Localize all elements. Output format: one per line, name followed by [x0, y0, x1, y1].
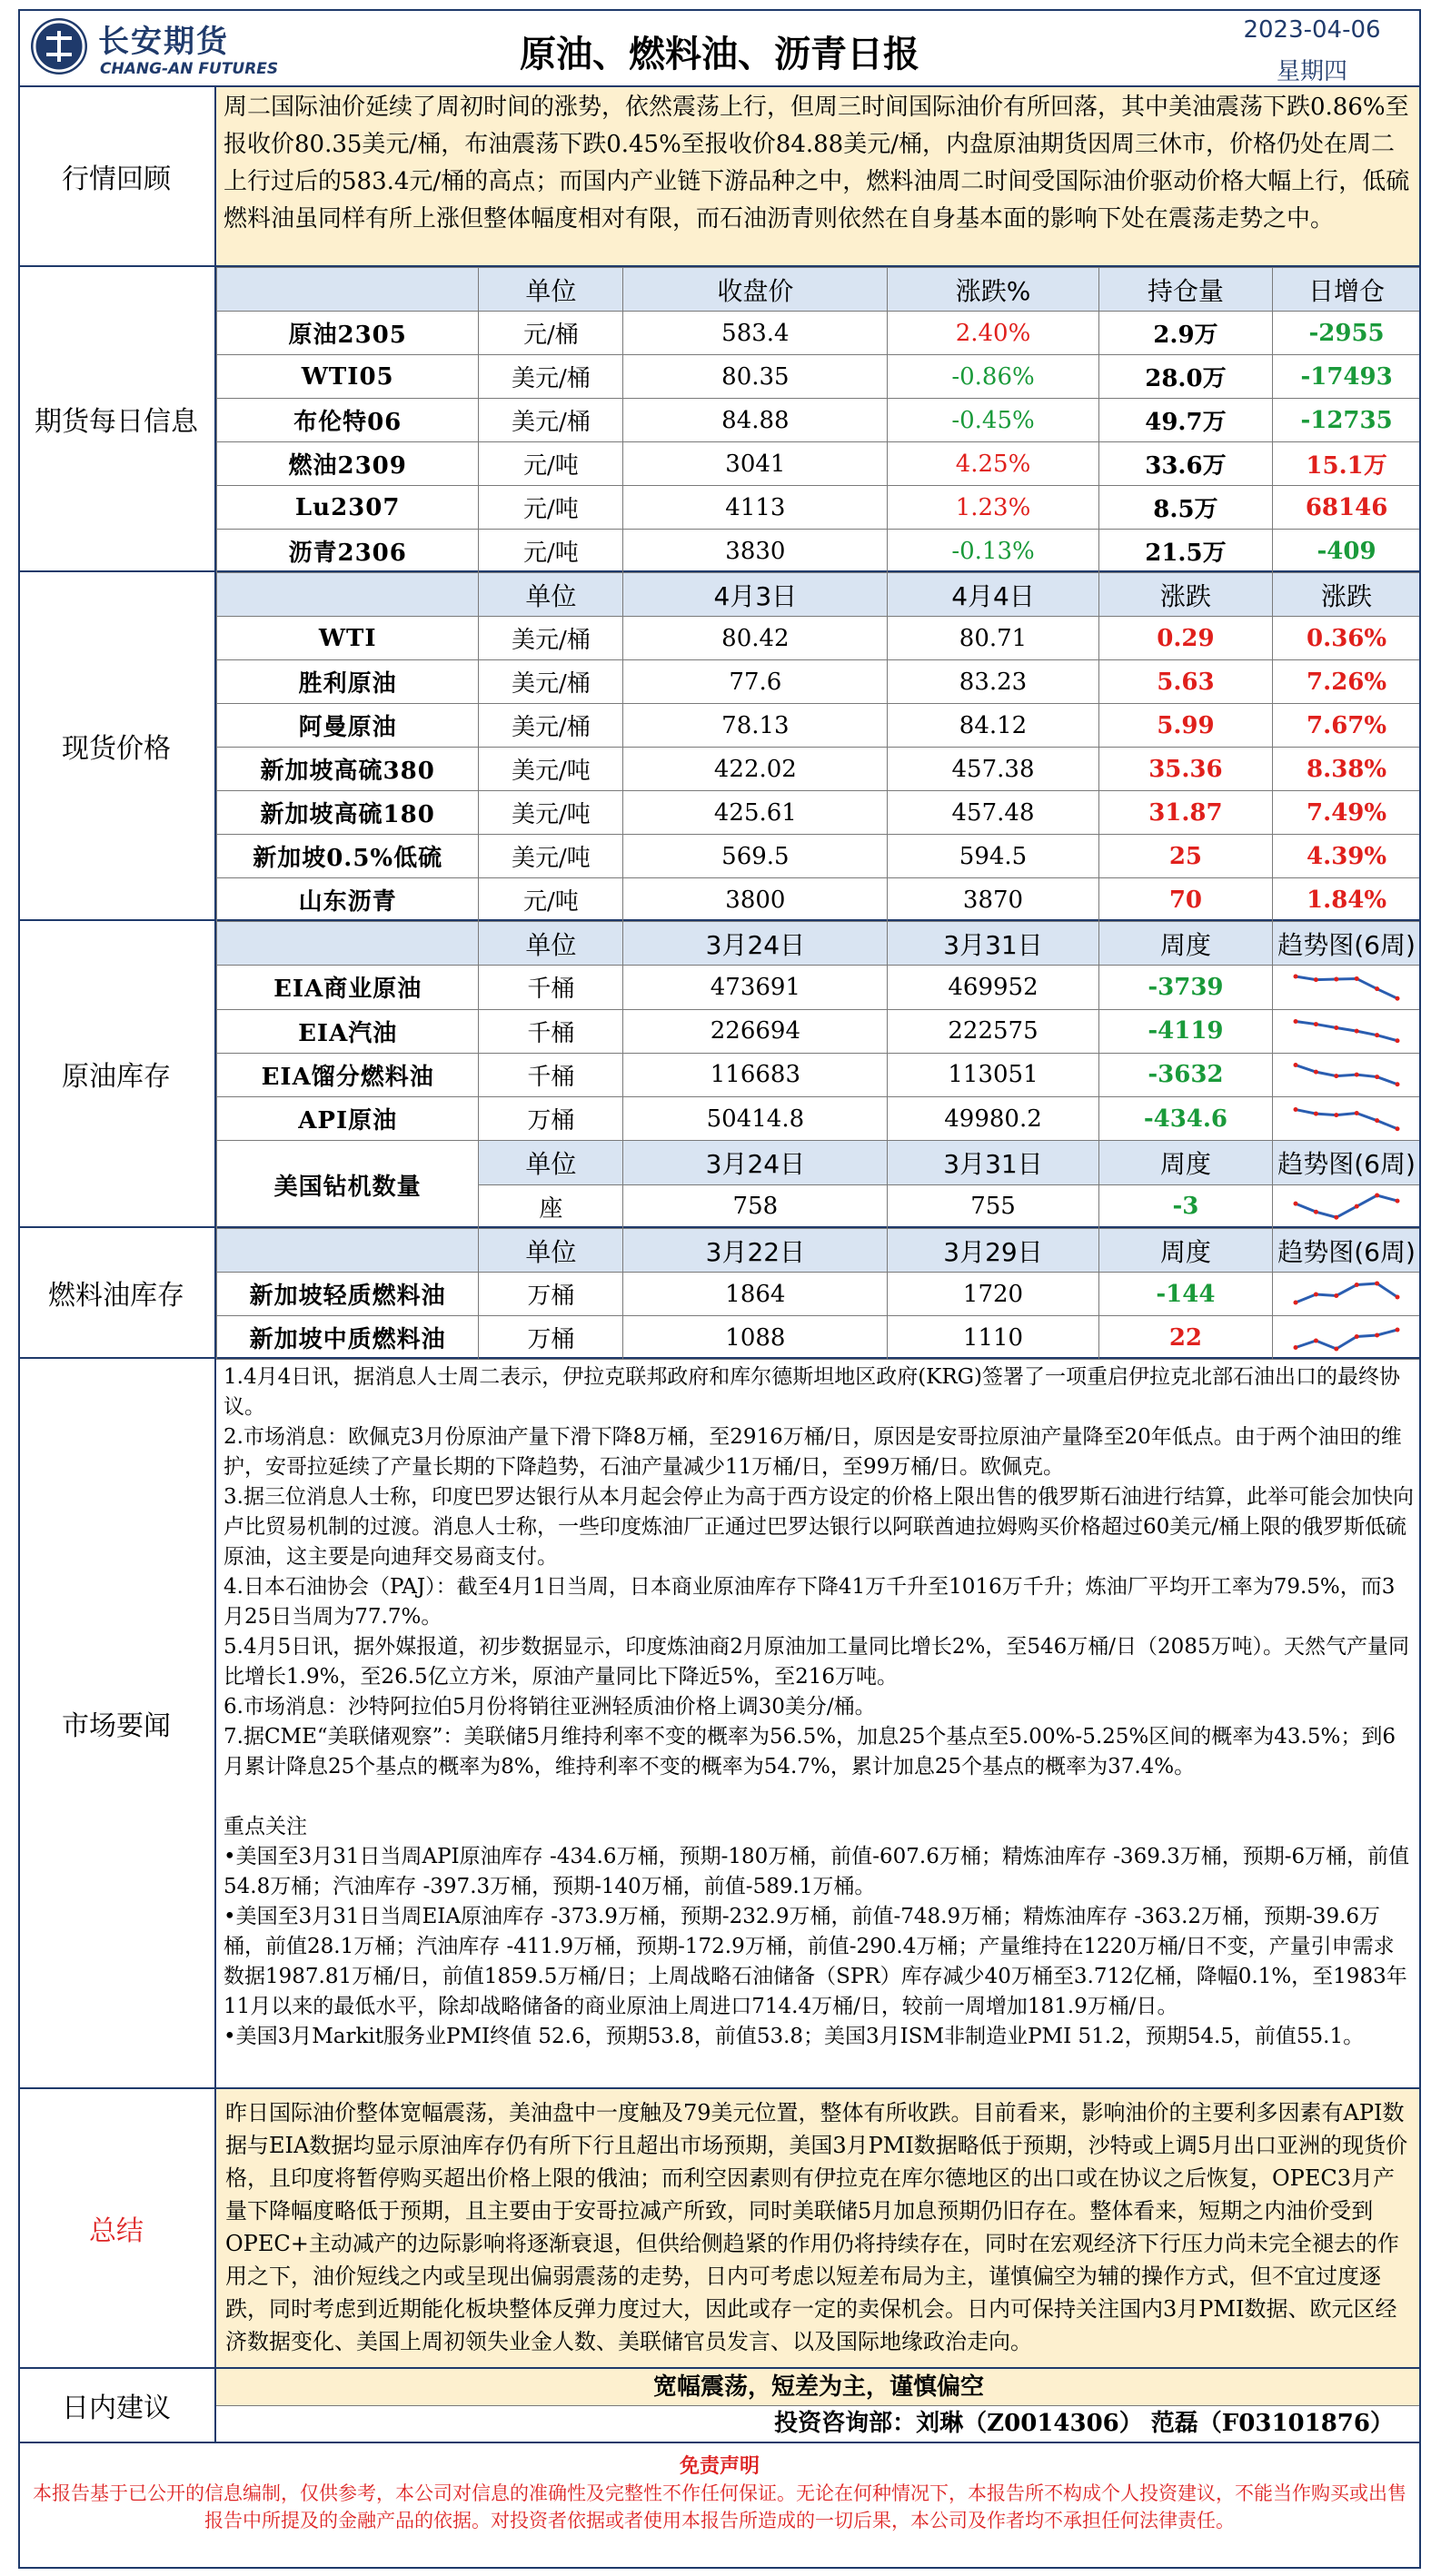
- change-abs: 35.36: [1098, 748, 1272, 791]
- daily-oi-change: 68146: [1273, 486, 1421, 530]
- advice-text: 宽幅震荡，短差为主，谨慎偏空: [216, 2369, 1421, 2406]
- contract-name: 原油2305: [217, 312, 479, 355]
- spot-name: 胜利原油: [217, 660, 479, 704]
- open-interest: 2.9万: [1098, 312, 1272, 355]
- price-day1: 569.5: [623, 835, 888, 878]
- change-abs: 25: [1098, 835, 1272, 878]
- news-item: 4.日本石油协会（PAJ）：截至4月1日当周，日本商业原油库存下降41万千升至1016万千升；炼油厂平均开工率为79.5%，而3月25日当周为77.7%。: [224, 1575, 1396, 1629]
- column-header: 单位: [479, 1229, 623, 1273]
- close-price: 583.4: [623, 312, 888, 355]
- open-interest: 8.5万: [1098, 486, 1272, 530]
- price-day2: 457.38: [888, 748, 1098, 791]
- change-pct: 2.40%: [888, 312, 1098, 355]
- value-week1: 1864: [623, 1273, 888, 1316]
- column-header: 4月4日: [888, 573, 1098, 617]
- inventory-name: 新加坡轻质燃料油: [217, 1273, 479, 1316]
- unit-cell: 元/吨: [479, 878, 623, 922]
- change-pct: 7.49%: [1273, 791, 1421, 835]
- column-header: 单位: [479, 268, 623, 312]
- price-day2: 83.23: [888, 660, 1098, 704]
- price-day2: 3870: [888, 878, 1098, 922]
- column-header: 收盘价: [623, 268, 888, 312]
- column-header: 周度: [1098, 1141, 1272, 1184]
- news-item: 5.4月5日讯，据外媒报道，初步数据显示，印度炼油商2月原油加工量同比增长2%，至546万桶/日（2085万吨）。天然气产量同比增长1.9%，至26.5亿立方米，原油产量同比下降近5%，至216万吨。: [224, 1635, 1410, 1689]
- value-week1: 226694: [623, 1009, 888, 1053]
- unit-cell: 美元/吨: [479, 835, 623, 878]
- weekly-change: -4119: [1098, 1009, 1272, 1053]
- news-item: •美国至3月31日当周EIA原油库存 -373.9万桶，预期-232.9万桶，前值-748.9万桶；精炼油库存 -363.2万桶，预期-39.6万桶，前值28.1万桶；汽油库存 -411.9万桶，预期-172.9万桶，前值-290.4万桶；产量维持在1220万桶/日不变，产量引申需求数据1987.81万桶/日，前值1859.5万桶/日；上周战略石油储备（SPR）库存减少40万桶至3.712亿桶，降幅0.1%，至1983年11月以来的最低水平，除却战略储备的商业原油上周进口714.4万桶/日，较前一周增加181.9万桶/日。: [224, 1905, 1407, 2018]
- change-pct: 0.36%: [1273, 617, 1421, 660]
- company-name-cn: 长安期货: [98, 24, 229, 60]
- change-pct: -0.45%: [888, 399, 1098, 442]
- value-week2: 1720: [888, 1273, 1098, 1316]
- section-label: 日内建议: [18, 2369, 216, 2442]
- inventory-name: 新加坡中质燃料油: [217, 1316, 479, 1360]
- report-weekday: 星期四: [1276, 58, 1347, 85]
- close-price: 80.35: [623, 355, 888, 399]
- column-header: 单位: [479, 1141, 623, 1184]
- change-abs: 70: [1098, 878, 1272, 922]
- news-item: 7.据CME“美联储观察”：美联储5月维持利率不变的概率为56.5%，加息25个基点至5.00%-5.25%区间的概率为43.5%；到6月累计降息25个基点的概率为8%，维持利率不变的概率为54.7%，累计加息25个基点的概率为37.4%。: [224, 1725, 1396, 1778]
- change-abs: 0.29: [1098, 617, 1272, 660]
- value-week2: 1110: [888, 1316, 1098, 1360]
- summary-text: 昨日国际油价整体宽幅震荡，美油盘中一度触及79美元位置，整体有所收跌。目前看来，影响油价的主要利多因素有API数据与EIA数据均显示原油库存仍有所下行且超出市场预期，美国3月PMI数据略低于预期，沙特或上调5月出口亚洲的现货价格，且印度将暂停购买超出价格上限的俄油；而利空因素则有伊拉克在库尔德地区的出口或在协议之后恢复，OPEC3月产量下降幅度略低于预期，且主要由于安哥拉减产所致，同时美联储5月加息预期仍旧存在。整体看来，短期之内油价受到OPEC+主动减产的边际影响将逐渐衰退，但供给侧趋紧的作用仍将持续存在，同时在宏观经济下行压力尚未完全褪去的作用之下，油价短线之内或呈现出偏弱震荡的走势，日内可考虑以短差布局为主，谨慎偏空为辅的操作方式，但不宜过度逐跌，同时考虑到近期能化板块整体反弹力度过大，因此或存一定的卖保机会。日内可保持关注国内3月PMI数据、欧元区经济数据变化、美国上周初领失业金人数、美联储官员发言、以及国际地缘政治走向。: [216, 2089, 1421, 2367]
- unit-cell: 千桶: [479, 1053, 623, 1096]
- change-pct: 7.67%: [1273, 704, 1421, 748]
- column-header: 日增仓: [1273, 268, 1421, 312]
- weekly-change: -3: [1098, 1184, 1272, 1228]
- section-label: 期货每日信息: [18, 267, 216, 570]
- unit-cell: 美元/桶: [479, 355, 623, 399]
- daily-oi-change: 15.1万: [1273, 442, 1421, 486]
- unit-cell: 座: [479, 1184, 623, 1228]
- column-header: 趋势图(6周): [1273, 1229, 1421, 1273]
- column-header: 3月22日: [623, 1229, 888, 1273]
- change-pct: 7.26%: [1273, 660, 1421, 704]
- report-title: 原油、燃料油、沥青日报: [520, 33, 919, 75]
- column-header: 3月31日: [888, 922, 1098, 966]
- disclaimer-title: 免责声明: [679, 2454, 760, 2478]
- unit-cell: 美元/桶: [479, 617, 623, 660]
- market-review-text: 周二国际油价延续了周初时间的涨势，依然震荡上行，但周三时间国际油价有所回落，其中美油震荡下跌0.86%至报收价80.35美元/桶，布油震荡下跌0.45%至报收价84.88美元/桶，内盘原油期货因周三休市，价格仍处在周二上行过后的583.4元/桶的高点；而国内产业链下游品种之中，燃料油周二时间受国际油价驱动价格大幅上行，低硫燃料油虽同样有所上涨但整体幅度相对有限，而石油沥青则依然在自身基本面的影响下处在震荡走势之中。: [216, 87, 1421, 265]
- unit-cell: 元/吨: [479, 442, 623, 486]
- value-week2: 469952: [888, 966, 1098, 1009]
- column-header: 趋势图(6周): [1273, 1141, 1421, 1184]
- disclaimer-text: 本报告基于已公开的信息编制，仅供参考，本公司对信息的准确性及完整性不作任何保证。无论在何种情况下，本报告所不构成个人投资建议，不能当作购买或出售报告中所提及的金融产品的依据。对投资者依据或者使用本报告所造成的一切后果，本公司及作者均不承担任何法律责任。: [33, 2482, 1406, 2531]
- report-date: 2023-04-06: [1243, 16, 1381, 44]
- close-price: 3041: [623, 442, 888, 486]
- contract-name: 沥青2306: [217, 530, 479, 573]
- value-week1: 116683: [623, 1053, 888, 1096]
- unit-cell: 元/吨: [479, 530, 623, 573]
- open-interest: 28.0万: [1098, 355, 1272, 399]
- section-label: 现货价格: [18, 572, 216, 919]
- inventory-name: EIA馏分燃料油: [217, 1053, 479, 1096]
- unit-cell: 美元/桶: [479, 704, 623, 748]
- news-item: 重点关注: [224, 1815, 307, 1838]
- close-price: 84.88: [623, 399, 888, 442]
- change-pct: 1.84%: [1273, 878, 1421, 922]
- daily-oi-change: -409: [1273, 530, 1421, 573]
- spot-name: 新加坡0.5%低硫: [217, 835, 479, 878]
- price-day1: 78.13: [623, 704, 888, 748]
- section-label: 总结: [18, 2089, 216, 2367]
- daily-oi-change: -12735: [1273, 399, 1421, 442]
- value-week2: 49980.2: [888, 1097, 1098, 1141]
- price-day2: 80.71: [888, 617, 1098, 660]
- column-header: 涨跌: [1098, 573, 1272, 617]
- value-week2: 113051: [888, 1053, 1098, 1096]
- price-day1: 425.61: [623, 791, 888, 835]
- inventory-name: EIA商业原油: [217, 966, 479, 1009]
- contract-name: 布伦特06: [217, 399, 479, 442]
- contract-name: WTI05: [217, 355, 479, 399]
- unit-cell: 万桶: [479, 1273, 623, 1316]
- change-pct: -0.13%: [888, 530, 1098, 573]
- page-frame: [18, 9, 1421, 2569]
- news-item: 2.市场消息：欧佩克3月份原油产量下滑下降8万桶，至2916万桶/日，原因是安哥拉原油产量降至20年低点。由于两个油田的维护，安哥拉延续了产量长期的下降趋势，石油产量减少11万桶/日，至99万桶/日。欧佩克。: [224, 1425, 1402, 1479]
- price-day2: 594.5: [888, 835, 1098, 878]
- unit-cell: 美元/桶: [479, 399, 623, 442]
- spot-name: WTI: [217, 617, 479, 660]
- section-label: 市场要闻: [18, 1359, 216, 2087]
- value-week1: 50414.8: [623, 1097, 888, 1141]
- column-header: 涨跌%: [888, 268, 1098, 312]
- column-header: 涨跌: [1273, 573, 1421, 617]
- news-item: 6.市场消息：沙特阿拉伯5月份将销往亚洲轻质油价格上调30美分/桶。: [224, 1695, 876, 1719]
- weekly-change: -434.6: [1098, 1097, 1272, 1141]
- spot-name: 山东沥青: [217, 878, 479, 922]
- column-header: 4月3日: [623, 573, 888, 617]
- open-interest: 21.5万: [1098, 530, 1272, 573]
- unit-cell: 万桶: [479, 1097, 623, 1141]
- section-label: 行情回顾: [18, 87, 216, 265]
- change-pct: 8.38%: [1273, 748, 1421, 791]
- rig-count-name: 美国钻机数量: [217, 1141, 479, 1229]
- contract-name: Lu2307: [217, 486, 479, 530]
- column-header: 3月29日: [888, 1229, 1098, 1273]
- value-week1: 1088: [623, 1316, 888, 1360]
- change-pct: 4.25%: [888, 442, 1098, 486]
- unit-cell: 千桶: [479, 1009, 623, 1053]
- weekly-change: -144: [1098, 1273, 1272, 1316]
- column-header: 3月24日: [623, 1141, 888, 1184]
- spot-name: 新加坡高硫180: [217, 791, 479, 835]
- weekly-change: -3739: [1098, 966, 1272, 1009]
- open-interest: 49.7万: [1098, 399, 1272, 442]
- unit-cell: 元/桶: [479, 312, 623, 355]
- company-name-en: CHANG-AN FUTURES: [100, 60, 279, 78]
- price-day1: 80.42: [623, 617, 888, 660]
- daily-oi-change: -2955: [1273, 312, 1421, 355]
- unit-cell: 元/吨: [479, 486, 623, 530]
- column-header: 3月31日: [888, 1141, 1098, 1184]
- spot-name: 新加坡高硫380: [217, 748, 479, 791]
- change-pct: -0.86%: [888, 355, 1098, 399]
- unit-cell: 美元/吨: [479, 791, 623, 835]
- unit-cell: 美元/桶: [479, 660, 623, 704]
- column-header: 周度: [1098, 922, 1272, 966]
- weekly-change: -3632: [1098, 1053, 1272, 1096]
- price-day1: 422.02: [623, 748, 888, 791]
- column-header: 持仓量: [1098, 268, 1272, 312]
- value-week1: 758: [623, 1184, 888, 1228]
- column-header: 单位: [479, 573, 623, 617]
- column-header: 单位: [479, 922, 623, 966]
- inventory-name: EIA汽油: [217, 1009, 479, 1053]
- close-price: 3830: [623, 530, 888, 573]
- change-abs: 31.87: [1098, 791, 1272, 835]
- unit-cell: 千桶: [479, 966, 623, 1009]
- daily-oi-change: -17493: [1273, 355, 1421, 399]
- unit-cell: 美元/吨: [479, 748, 623, 791]
- change-pct: 1.23%: [888, 486, 1098, 530]
- spot-name: 阿曼原油: [217, 704, 479, 748]
- price-day2: 457.48: [888, 791, 1098, 835]
- inventory-name: API原油: [217, 1097, 479, 1141]
- change-pct: 4.39%: [1273, 835, 1421, 878]
- weekly-change: 22: [1098, 1316, 1272, 1360]
- advisors-text: 投资咨询部：刘琳（Z0014306） 范磊（F03101876）: [774, 2410, 1394, 2437]
- change-abs: 5.63: [1098, 660, 1272, 704]
- open-interest: 33.6万: [1098, 442, 1272, 486]
- news-item: •美国3月Markit服务业PMI终值 52.6，预期53.8，前值53.8；美国3月ISM非制造业PMI 51.2，预期54.5，前值55.1。: [224, 2025, 1365, 2048]
- column-header: 周度: [1098, 1229, 1272, 1273]
- unit-cell: 万桶: [479, 1316, 623, 1360]
- section-label: 燃料油库存: [18, 1228, 216, 1357]
- column-header: 3月24日: [623, 922, 888, 966]
- change-abs: 5.99: [1098, 704, 1272, 748]
- value-week1: 473691: [623, 966, 888, 1009]
- value-week2: 755: [888, 1184, 1098, 1228]
- column-header: 趋势图(6周): [1273, 922, 1421, 966]
- section-label: 原油库存: [18, 921, 216, 1226]
- news-item: •美国至3月31日当周API原油库存 -434.6万桶，预期-180万桶，前值-607.6万桶；精炼油库存 -369.3万桶，预期-6万桶，前值54.8万桶；汽油库存 -397.3万桶，预期-140万桶，前值-589.1万桶。: [224, 1845, 1410, 1898]
- price-day1: 3800: [623, 878, 888, 922]
- news-item: 3.据三位消息人士称，印度巴罗达银行从本月起会停止为高于西方设定的价格上限出售的俄罗斯石油进行结算，此举可能会加快向卢比贸易机制的过渡。消息人士称，一些印度炼油厂正通过巴罗达银行以阿联酋迪拉姆购买价格超过60美元/桶上限的俄罗斯低硫原油，这主要是向迪拜交易商支付。: [224, 1485, 1414, 1569]
- contract-name: 燃油2309: [217, 442, 479, 486]
- news-item: 1.4月4日讯，据消息人士周二表示，伊拉克联邦政府和库尔德斯坦地区政府(KRG)签署了一项重启伊拉克北部石油出口的最终协议。: [224, 1365, 1401, 1419]
- price-day2: 84.12: [888, 704, 1098, 748]
- price-day1: 77.6: [623, 660, 888, 704]
- value-week2: 222575: [888, 1009, 1098, 1053]
- close-price: 4113: [623, 486, 888, 530]
